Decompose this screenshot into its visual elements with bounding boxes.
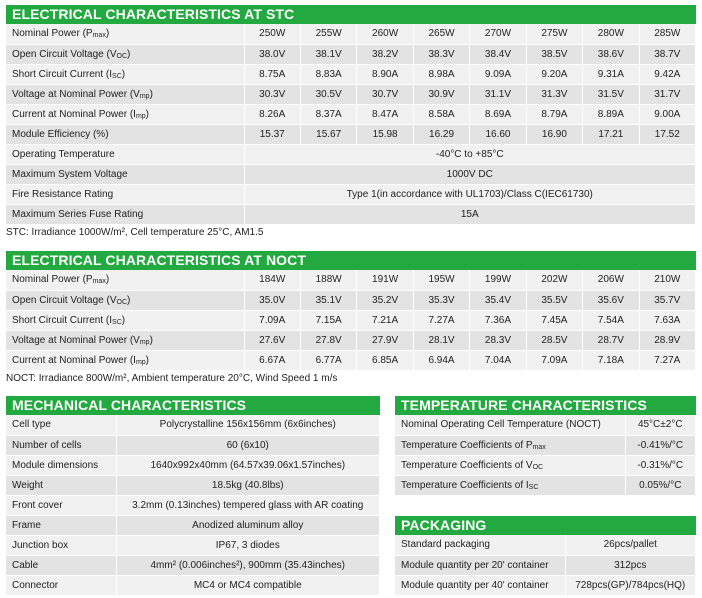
- value-cell: 31.3V: [526, 84, 582, 104]
- value-cell: 30.9V: [413, 84, 469, 104]
- row-label: Maximum Series Fuse Rating: [6, 204, 244, 224]
- value-cell: 7.63A: [639, 310, 695, 330]
- table-row: [6, 515, 380, 535]
- value-cell: 7.54A: [583, 310, 639, 330]
- label-subscript: OC: [116, 52, 127, 60]
- value-cell: -0.41%/°C: [625, 435, 696, 455]
- value-cell: 7.09A: [244, 310, 300, 330]
- value-cell: 1640x992x40mm (64.57x39.06x1.57inches): [116, 455, 380, 475]
- value-cell: 312pcs: [565, 555, 696, 575]
- value-cell: 8.98A: [413, 64, 469, 84]
- value-cell: 35.3V: [413, 290, 469, 310]
- noct-section: [6, 251, 696, 371]
- row-label: Number of cells: [6, 435, 116, 455]
- value-cell: 7.04A: [470, 350, 526, 370]
- value-cell: 8.90A: [357, 64, 413, 84]
- value-cell: 45°C±2°C: [625, 415, 696, 435]
- table-row: [6, 164, 696, 184]
- table-row: [395, 455, 696, 475]
- value-cell: Polycrystalline 156x156mm (6x6inches): [116, 415, 380, 435]
- value-cell: 15A: [244, 204, 696, 224]
- value-cell: 191W: [357, 270, 413, 290]
- value-cell: Anodized aluminum alloy: [116, 515, 380, 535]
- value-cell: 28.3V: [470, 330, 526, 350]
- value-cell: 9.42A: [639, 64, 695, 84]
- row-label: Fire Resistance Rating: [6, 184, 244, 204]
- label-tail: ): [121, 314, 126, 326]
- row-label: Module quantity per 20' container: [395, 555, 565, 575]
- value-cell: 38.5V: [526, 44, 582, 64]
- value-cell: 260W: [357, 24, 413, 44]
- value-cell: 31.7V: [639, 84, 695, 104]
- value-cell: -0.31%/°C: [625, 455, 696, 475]
- label-text: Nominal Operating Cell Temperature (NOCT): [401, 419, 601, 431]
- stc-header: ELECTRICAL CHARACTERISTICS AT STC: [6, 5, 696, 24]
- value-cell: 8.37A: [300, 104, 356, 124]
- value-cell: Type 1(in accordance with UL1703)/Class C(IEC61730): [244, 184, 696, 204]
- packaging-table: [395, 535, 696, 596]
- value-cell: 7.45A: [526, 310, 582, 330]
- row-label: Cell type: [6, 415, 116, 435]
- mechanical-table: [6, 415, 380, 596]
- label-text: Voltage at Nominal Power (V: [12, 334, 140, 346]
- value-cell: 8.89A: [583, 104, 639, 124]
- value-cell: 8.69A: [470, 104, 526, 124]
- label-tail: ): [105, 274, 110, 286]
- table-row: [395, 575, 696, 595]
- table-row: [6, 270, 696, 290]
- label-text: Temperature Coefficients of V: [401, 459, 533, 471]
- label-tail: ): [149, 334, 153, 346]
- value-cell: 8.26A: [244, 104, 300, 124]
- row-label: [6, 84, 244, 104]
- value-cell: 16.29: [413, 124, 469, 144]
- table-row: [6, 144, 696, 164]
- row-label: Maximum System Voltage: [6, 164, 244, 184]
- value-cell: 7.27A: [639, 350, 695, 370]
- row-label: Module dimensions: [6, 455, 116, 475]
- value-cell: 9.00A: [639, 104, 695, 124]
- value-cell: 35.6V: [583, 290, 639, 310]
- table-row: [6, 575, 380, 595]
- value-cell: 38.6V: [583, 44, 639, 64]
- value-cell: 7.15A: [300, 310, 356, 330]
- label-subscript: mp: [135, 358, 146, 366]
- temperature-table: [395, 415, 696, 496]
- row-label: [6, 124, 244, 144]
- value-cell: 9.09A: [470, 64, 526, 84]
- row-label: Module quantity per 40' container: [395, 575, 565, 595]
- packaging-header: PACKAGING: [395, 516, 696, 535]
- value-cell: 206W: [583, 270, 639, 290]
- value-cell: 18.5kg (40.8lbs): [116, 475, 380, 495]
- row-label: [6, 330, 244, 350]
- value-cell: 265W: [413, 24, 469, 44]
- value-cell: 35.7V: [639, 290, 695, 310]
- value-cell: 15.67: [300, 124, 356, 144]
- value-cell: 184W: [244, 270, 300, 290]
- label-subscript: mp: [135, 112, 146, 120]
- table-row: [6, 24, 696, 44]
- mechanical-section: [6, 396, 380, 596]
- label-subscript: mp: [139, 338, 150, 346]
- table-row: [395, 535, 696, 555]
- table-row: [6, 330, 696, 350]
- value-cell: 31.1V: [470, 84, 526, 104]
- row-label: Junction box: [6, 535, 116, 555]
- table-row: [6, 84, 696, 104]
- value-cell: 30.5V: [300, 84, 356, 104]
- value-cell: 38.4V: [470, 44, 526, 64]
- value-cell: 7.18A: [583, 350, 639, 370]
- mechanical-header: MECHANICAL CHARACTERISTICS: [6, 396, 380, 415]
- value-cell: 30.7V: [357, 84, 413, 104]
- table-row: [6, 535, 380, 555]
- row-label: Cable: [6, 555, 116, 575]
- table-row: [6, 104, 696, 124]
- table-row: [395, 555, 696, 575]
- label-text: Current at Nominal Power (I: [12, 354, 136, 366]
- label-subscript: SC: [112, 72, 122, 80]
- label-tail: ): [127, 48, 131, 60]
- value-cell: 35.5V: [526, 290, 582, 310]
- label-text: Short Circuit Current (I: [12, 68, 113, 80]
- label-tail: ): [149, 88, 153, 100]
- row-label: [6, 290, 244, 310]
- row-label: Connector: [6, 575, 116, 595]
- table-row: [6, 350, 696, 370]
- row-label: [6, 270, 244, 290]
- table-row: [6, 44, 696, 64]
- label-subscript: SC: [528, 483, 539, 491]
- stc-section: [6, 5, 696, 225]
- label-text: Temperature Coefficients of P: [401, 439, 533, 451]
- label-subscript: max: [92, 32, 106, 40]
- value-cell: 38.0V: [244, 44, 300, 64]
- row-label: [395, 475, 625, 495]
- value-cell: 6.94A: [413, 350, 469, 370]
- value-cell: 275W: [526, 24, 582, 44]
- value-cell: 27.8V: [300, 330, 356, 350]
- row-label: Standard packaging: [395, 535, 565, 555]
- packaging-section: [395, 516, 696, 596]
- row-label: [6, 64, 244, 84]
- label-subscript: max: [92, 278, 106, 286]
- label-text: Short Circuit Current (I: [12, 314, 113, 326]
- noct-header: ELECTRICAL CHARACTERISTICS AT NOCT: [6, 251, 696, 270]
- label-tail: ): [145, 108, 150, 120]
- value-cell: 195W: [413, 270, 469, 290]
- value-cell: 16.60: [470, 124, 526, 144]
- value-cell: 28.5V: [526, 330, 582, 350]
- value-cell: 26pcs/pallet: [565, 535, 696, 555]
- row-label: Operating Temperature: [6, 144, 244, 164]
- label-subscript: max: [532, 443, 546, 451]
- value-cell: MC4 or MC4 compatible: [116, 575, 380, 595]
- value-cell: 28.7V: [583, 330, 639, 350]
- table-row: [6, 435, 380, 455]
- value-cell: 3.2mm (0.13inches) tempered glass with AR coating: [116, 495, 380, 515]
- label-text: Nominal Power (P: [12, 28, 93, 40]
- table-row: [6, 475, 380, 495]
- value-cell: 0.05%/°C: [625, 475, 696, 495]
- row-label: [6, 24, 244, 44]
- value-cell: 7.27A: [413, 310, 469, 330]
- row-label: [395, 415, 625, 435]
- value-cell: 8.79A: [526, 104, 582, 124]
- row-label: Weight: [6, 475, 116, 495]
- label-text: Current at Nominal Power (I: [12, 108, 136, 120]
- value-cell: 7.36A: [470, 310, 526, 330]
- label-subscript: OC: [532, 463, 544, 471]
- value-cell: 9.20A: [526, 64, 582, 84]
- value-cell: 8.83A: [300, 64, 356, 84]
- label-tail: ): [121, 68, 126, 80]
- label-text: Module Efficiency (%): [12, 128, 109, 140]
- value-cell: 35.4V: [470, 290, 526, 310]
- value-cell: 6.85A: [357, 350, 413, 370]
- label-text: Open Circuit Voltage (V: [12, 294, 117, 306]
- value-cell: 199W: [470, 270, 526, 290]
- value-cell: 17.52: [639, 124, 695, 144]
- table-row: [6, 495, 380, 515]
- value-cell: 9.31A: [583, 64, 639, 84]
- value-cell: 15.98: [357, 124, 413, 144]
- value-cell: 728pcs(GP)/784pcs(HQ): [565, 575, 696, 595]
- value-cell: 1000V DC: [244, 164, 696, 184]
- table-row: [395, 435, 696, 455]
- label-text: Open Circuit Voltage (V: [12, 48, 117, 60]
- table-row: [6, 124, 696, 144]
- noct-note: NOCT: Irradiance 800W/m², Ambient temperature 20°C, Wind Speed 1 m/s: [6, 373, 338, 384]
- table-row: [6, 204, 696, 224]
- value-cell: 31.5V: [583, 84, 639, 104]
- label-text: Voltage at Nominal Power (V: [12, 88, 140, 100]
- label-text: Nominal Power (P: [12, 274, 93, 286]
- row-label: Frame: [6, 515, 116, 535]
- value-cell: 28.1V: [413, 330, 469, 350]
- value-cell: 210W: [639, 270, 695, 290]
- value-cell: 280W: [583, 24, 639, 44]
- table-row: [6, 455, 380, 475]
- value-cell: 6.67A: [244, 350, 300, 370]
- value-cell: 6.77A: [300, 350, 356, 370]
- value-cell: 270W: [470, 24, 526, 44]
- value-cell: 255W: [300, 24, 356, 44]
- value-cell: 30.3V: [244, 84, 300, 104]
- value-cell: 38.7V: [639, 44, 695, 64]
- value-cell: 7.09A: [526, 350, 582, 370]
- temperature-section: [395, 396, 696, 496]
- value-cell: 8.47A: [357, 104, 413, 124]
- value-cell: 15.37: [244, 124, 300, 144]
- noct-table: [6, 270, 696, 371]
- value-cell: 17.21: [583, 124, 639, 144]
- value-cell: 27.6V: [244, 330, 300, 350]
- value-cell: 38.2V: [357, 44, 413, 64]
- table-row: [395, 415, 696, 435]
- value-cell: 35.2V: [357, 290, 413, 310]
- temperature-header: TEMPERATURE CHARACTERISTICS: [395, 396, 696, 415]
- value-cell: 35.1V: [300, 290, 356, 310]
- table-row: [6, 64, 696, 84]
- row-label: [6, 104, 244, 124]
- table-row: [6, 415, 380, 435]
- stc-table: [6, 24, 696, 225]
- value-cell: 8.58A: [413, 104, 469, 124]
- row-label: [6, 350, 244, 370]
- table-row: [6, 290, 696, 310]
- value-cell: 4mm² (0.006inches²), 900mm (35.43inches): [116, 555, 380, 575]
- row-label: [6, 310, 244, 330]
- table-row: [6, 555, 380, 575]
- value-cell: 285W: [639, 24, 695, 44]
- value-cell: IP67, 3 diodes: [116, 535, 380, 555]
- table-row: [6, 310, 696, 330]
- value-cell: 27.9V: [357, 330, 413, 350]
- label-text: Temperature Coefficients of I: [401, 479, 529, 491]
- value-cell: 250W: [244, 24, 300, 44]
- value-cell: 38.3V: [413, 44, 469, 64]
- value-cell: -40°C to +85°C: [244, 144, 696, 164]
- value-cell: 35.0V: [244, 290, 300, 310]
- value-cell: 28.9V: [639, 330, 695, 350]
- value-cell: 202W: [526, 270, 582, 290]
- label-tail: ): [145, 354, 150, 366]
- label-tail: ): [127, 294, 131, 306]
- value-cell: 7.21A: [357, 310, 413, 330]
- value-cell: 60 (6x10): [116, 435, 380, 455]
- row-label: [6, 44, 244, 64]
- table-row: [395, 475, 696, 495]
- stc-note: STC: Irradiance 1000W/m², Cell temperature 25°C, AM1.5: [6, 227, 264, 238]
- label-subscript: SC: [112, 318, 122, 326]
- value-cell: 188W: [300, 270, 356, 290]
- row-label: Front cover: [6, 495, 116, 515]
- label-subscript: OC: [116, 298, 127, 306]
- value-cell: 8.75A: [244, 64, 300, 84]
- label-subscript: mp: [139, 92, 150, 100]
- label-tail: ): [105, 28, 110, 40]
- row-label: [395, 455, 625, 475]
- value-cell: 38.1V: [300, 44, 356, 64]
- table-row: [6, 184, 696, 204]
- row-label: [395, 435, 625, 455]
- value-cell: 16.90: [526, 124, 582, 144]
